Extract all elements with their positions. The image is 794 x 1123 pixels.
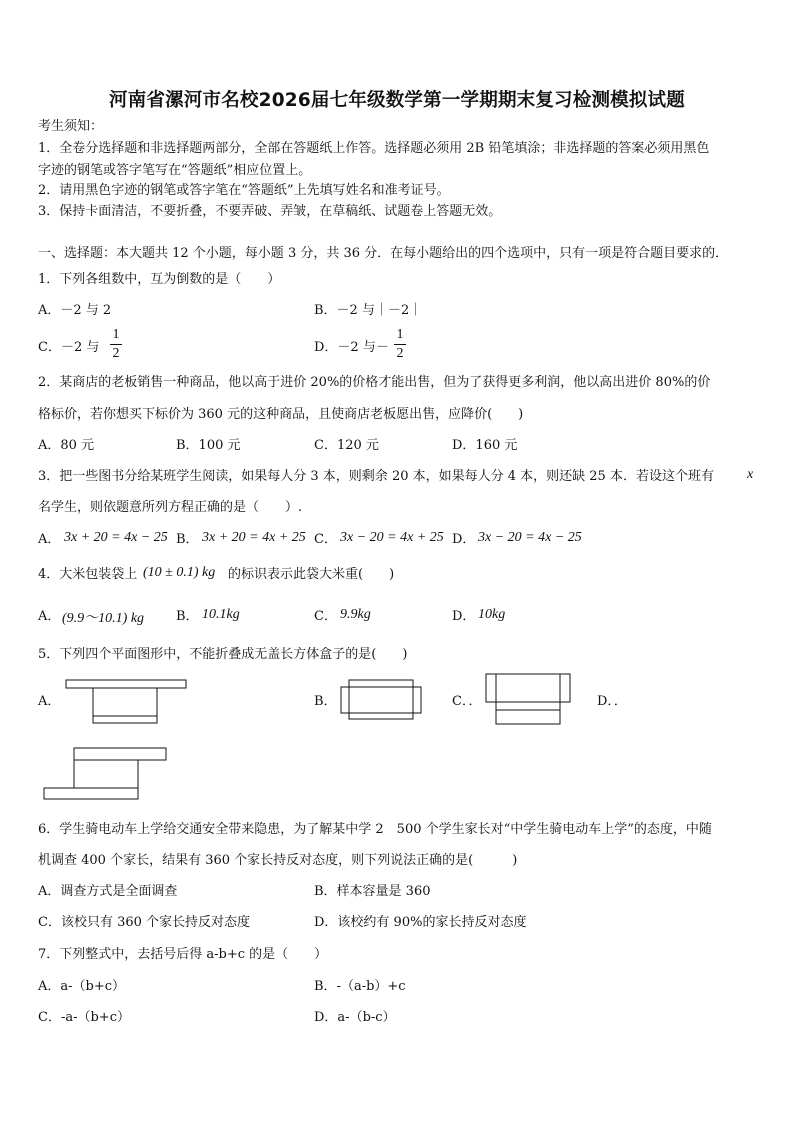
net-top-flap bbox=[349, 680, 413, 687]
notice-line-1b: 字迹的钢笔或答字笔写在“答题纸”相应位置上。 bbox=[38, 163, 312, 178]
notice-line-2: 2．请用黑色字迹的钢笔或答字笔在“答题纸”上先填写姓名和准考证号。 bbox=[38, 183, 450, 198]
notice-heading: 考生须知： bbox=[38, 119, 104, 134]
q4-stem-part-1: 4．大米包装袋上 bbox=[38, 567, 138, 582]
q4-option-b-label: B． bbox=[176, 609, 199, 624]
fraction-bar bbox=[110, 344, 122, 345]
q4-option-d: 10kg bbox=[478, 607, 506, 622]
q7-option-d: D．a-（b-c） bbox=[314, 1010, 396, 1025]
q1-stem: 1．下列各组数中，互为倒数的是（ ） bbox=[38, 272, 281, 287]
q3-stem-line-2: 名学生，则依题意所列方程正确的是（ ）. bbox=[38, 500, 303, 515]
q5-option-d-label: D．． bbox=[597, 694, 627, 709]
q4-option-c-label: C． bbox=[314, 609, 337, 624]
q6-stem-line-2: 机调查 400 个家长，结果有 360 个家长持反对态度，则下列说法正确的是( ) bbox=[38, 853, 518, 868]
q5-net-figure-b bbox=[340, 676, 426, 720]
net-right-flap bbox=[560, 674, 570, 702]
q4-option-a-label: A． bbox=[38, 609, 61, 624]
q7-option-c: C．-a-（b+c） bbox=[38, 1010, 130, 1025]
net-base bbox=[496, 674, 560, 702]
net-flap bbox=[93, 716, 157, 723]
q3-option-b-label: B． bbox=[176, 532, 199, 547]
q7-option-b: B．-（a-b）+c bbox=[314, 979, 406, 994]
q1-option-b: B．－2 与｜－2｜ bbox=[314, 303, 423, 318]
q3-option-c: 3x − 20 = 4x + 25 bbox=[340, 530, 444, 545]
q6-stem-line-1: 6．学生骑电动车上学给交通安全带来隐患，为了解某中学 2 500 个学生家长对“中学生骑电动车上学”的态度，中随 bbox=[38, 822, 712, 837]
net-base bbox=[93, 688, 157, 716]
net-front bbox=[496, 702, 560, 710]
net-top-strip bbox=[74, 748, 166, 760]
fraction-numerator: 1 bbox=[112, 327, 120, 342]
q4-mass-label: (10 ± 0.1) kg bbox=[143, 565, 216, 580]
q5-stem: 5．下列四个平面图形中，不能折叠成无盖长方体盒子的是( ) bbox=[38, 647, 408, 662]
q6-option-b: B．样本容量是 360 bbox=[314, 884, 431, 899]
q2-option-c: C．120 元 bbox=[314, 438, 379, 453]
fraction-numerator: 1 bbox=[396, 327, 404, 342]
q2-option-a: A．80 元 bbox=[38, 438, 95, 453]
net-bottom-flap bbox=[349, 713, 413, 719]
q2-stem-line-1: 2．某商店的老板销售一种商品，他以高于进价 20%的价格才能出售，但为了获得更多利润，他以高出进价 80%的价 bbox=[38, 375, 711, 390]
q3-stem-line-1: 3．把一些图书分给某班学生阅读，如果每人分 3 本，则剩余 20 本，如果每人分 4 本，则还缺 25 本．若设这个班有 bbox=[38, 469, 714, 484]
q5-net-figure-d bbox=[42, 746, 172, 802]
q3-option-c-label: C． bbox=[314, 532, 337, 547]
q6-option-a: A．调查方式是全面调查 bbox=[38, 884, 178, 899]
q3-option-a: 3x + 20 = 4x − 25 bbox=[64, 530, 168, 545]
q6-option-d: D．该校约有 90%的家长持反对态度 bbox=[314, 915, 527, 930]
q1-option-c: C．－2 与 bbox=[38, 340, 100, 355]
net-bottom bbox=[496, 710, 560, 724]
q4-option-d-label: D． bbox=[452, 609, 476, 624]
net-bottom-strip bbox=[44, 788, 138, 799]
q2-stem-line-2: 格标价，若你想买下标价为 360 元的这种商品，且使商店老板愿出售，应降价( ) bbox=[38, 407, 524, 422]
q3-option-b: 3x + 20 = 4x + 25 bbox=[202, 530, 306, 545]
q3-option-d: 3x − 20 = 4x − 25 bbox=[478, 530, 582, 545]
net-right-flap bbox=[413, 687, 421, 713]
q4-stem-part-2: 的标识表示此袋大米重( ) bbox=[228, 567, 395, 582]
net-left-flap bbox=[486, 674, 496, 702]
q2-option-b: B．100 元 bbox=[176, 438, 241, 453]
net-strip bbox=[66, 680, 186, 688]
q1-option-d: D．－2 与－ bbox=[314, 340, 389, 355]
q5-option-a-label: A． bbox=[38, 694, 61, 709]
q5-net-figure-a bbox=[60, 678, 190, 726]
fraction-denominator: 2 bbox=[396, 346, 404, 361]
q3-option-d-label: D． bbox=[452, 532, 476, 547]
q7-stem: 7．下列整式中，去括号后得 a-b+c 的是（ ） bbox=[38, 947, 328, 962]
page-title: 河南省漯河市名校2026届七年级数学第一学期期末复习检测模拟试题 bbox=[109, 90, 685, 111]
notice-line-1a: 1．全卷分选择题和非选择题两部分，全部在答题纸上作答。选择题必须用 2B 铅笔填涂；非选择题的答案必须用黑色 bbox=[38, 141, 710, 156]
q1-c-fraction bbox=[110, 327, 122, 362]
q4-option-c: 9.9kg bbox=[340, 607, 371, 622]
q4-option-b: 10.1kg bbox=[202, 607, 240, 622]
net-base bbox=[74, 760, 138, 788]
notice-line-3: 3．保持卡面清洁，不要折叠，不要弄破、弄皱，在草稿纸、试题卷上答题无效。 bbox=[38, 204, 502, 219]
q4-option-a: (9.9～10.1) kg bbox=[62, 611, 145, 626]
section-heading: 一、选择题：本大题共 12 个小题，每小题 3 分，共 36 分．在每小题给出的四个选项中，只有一项是符合题目要求的． bbox=[38, 246, 729, 261]
q3-option-a-label: A． bbox=[38, 532, 61, 547]
fraction-denominator: 2 bbox=[112, 346, 120, 361]
q7-option-a: A．a-（b+c） bbox=[38, 979, 126, 994]
net-base bbox=[349, 687, 413, 713]
q1-option-a: A．－2 与 2 bbox=[38, 303, 112, 318]
net-left-flap bbox=[341, 687, 349, 713]
q5-option-b-label: B． bbox=[314, 694, 337, 709]
q5-net-figure-c bbox=[484, 672, 576, 726]
q5-option-c-label: C．． bbox=[452, 694, 482, 709]
q3-variable: x bbox=[747, 467, 754, 482]
q6-option-c: C．该校只有 360 个家长持反对态度 bbox=[38, 915, 251, 930]
q1-d-fraction bbox=[394, 327, 406, 362]
q2-option-d: D．160 元 bbox=[452, 438, 518, 453]
fraction-bar bbox=[394, 344, 406, 345]
